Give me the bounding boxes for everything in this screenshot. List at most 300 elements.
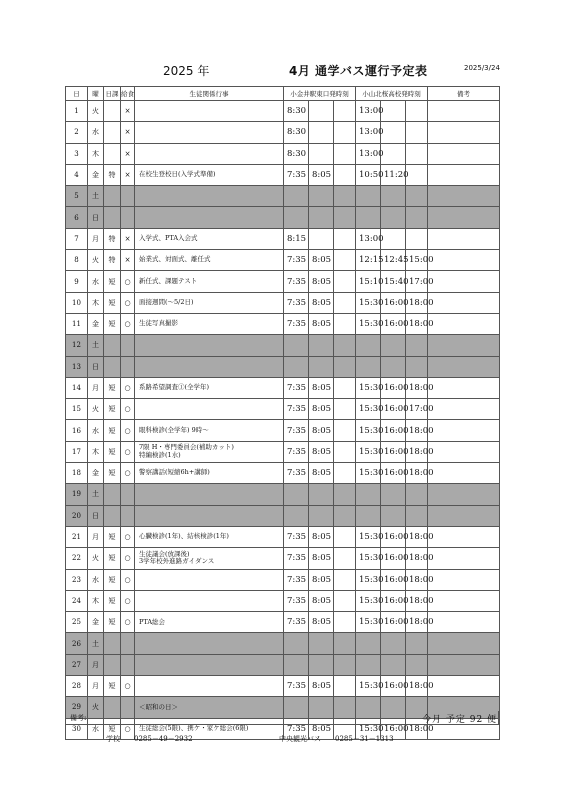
remarks-cell — [428, 313, 500, 334]
table-row — [66, 186, 500, 207]
kogane-time-2 — [309, 101, 334, 122]
kogane-time-2 — [309, 654, 334, 675]
koyama-time-2 — [381, 143, 406, 164]
lunch-cell: ○ — [121, 271, 135, 292]
kogane-time-3 — [334, 313, 356, 334]
koyama-time-2 — [381, 207, 406, 228]
koyama-time-1: 13:00 — [356, 143, 381, 164]
weekday-cell: 水 — [88, 718, 104, 739]
remarks-cell — [428, 122, 500, 143]
table-row — [66, 420, 500, 441]
koyama-time-3: 18:00 — [406, 441, 428, 462]
table-row — [66, 122, 500, 143]
schedule-cell — [104, 484, 121, 505]
koyama-time-1: 13:00 — [356, 122, 381, 143]
weekday-cell: 金 — [88, 463, 104, 484]
schedule-cell: 特 — [104, 250, 121, 271]
day-cell: 12 — [66, 335, 88, 356]
event-cell — [135, 590, 284, 611]
schedule-cell — [104, 143, 121, 164]
kogane-time-2: 8:05 — [309, 420, 334, 441]
weekday-cell: 水 — [88, 420, 104, 441]
weekday-cell: 月 — [88, 377, 104, 398]
table-row — [66, 228, 500, 249]
koyama-time-2 — [381, 186, 406, 207]
lunch-cell: × — [121, 143, 135, 164]
weekday-cell: 日 — [88, 505, 104, 526]
lunch-cell — [121, 654, 135, 675]
kogane-time-1: 7:35 — [284, 718, 309, 739]
remarks-cell — [428, 569, 500, 590]
remarks-cell — [428, 612, 500, 633]
event-cell — [135, 356, 284, 377]
table-row — [66, 676, 500, 697]
lunch-cell: × — [121, 250, 135, 271]
koyama-time-2 — [381, 101, 406, 122]
weekday-cell: 土 — [88, 186, 104, 207]
koyama-time-2: 16:00 — [381, 399, 406, 420]
kogane-time-3 — [334, 122, 356, 143]
kogane-time-2: 8:05 — [309, 313, 334, 334]
koyama-time-2 — [381, 122, 406, 143]
koyama-time-3: 17:00 — [406, 271, 428, 292]
kogane-time-2: 8:05 — [309, 463, 334, 484]
schedule-cell: 特 — [104, 164, 121, 185]
kogane-time-1: 7:35 — [284, 164, 309, 185]
schedule-cell: 短 — [104, 612, 121, 633]
day-cell: 2 — [66, 122, 88, 143]
koyama-time-2: 15:40 — [381, 271, 406, 292]
lunch-cell: ○ — [121, 377, 135, 398]
koyama-time-3: 18:00 — [406, 526, 428, 547]
table-row — [66, 441, 500, 462]
koyama-time-1: 15:30 — [356, 399, 381, 420]
weekday-cell: 日 — [88, 356, 104, 377]
schedule-cell: 短 — [104, 313, 121, 334]
koyama-time-1: 15:30 — [356, 313, 381, 334]
remarks-cell — [428, 441, 500, 462]
lunch-cell: × — [121, 122, 135, 143]
day-cell: 25 — [66, 612, 88, 633]
table-row — [66, 335, 500, 356]
day-cell: 8 — [66, 250, 88, 271]
weekday-cell: 木 — [88, 143, 104, 164]
event-cell — [135, 122, 284, 143]
event-cell: PTA総会 — [135, 612, 284, 633]
koyama-time-3: 18:00 — [406, 569, 428, 590]
table-row — [66, 377, 500, 398]
koyama-time-3 — [406, 186, 428, 207]
lunch-cell: ○ — [121, 718, 135, 739]
event-cell — [135, 335, 284, 356]
lunch-cell: ○ — [121, 420, 135, 441]
schedule-cell: 短 — [104, 271, 121, 292]
koyama-time-2: 16:00 — [381, 612, 406, 633]
notes-row — [65, 711, 499, 725]
col-lunch: 給食 — [121, 87, 135, 101]
remarks-cell — [428, 676, 500, 697]
day-cell: 10 — [66, 292, 88, 313]
kogane-time-1 — [284, 356, 309, 377]
col-remarks: 備考 — [428, 87, 500, 101]
kogane-time-2 — [309, 356, 334, 377]
table-row — [66, 526, 500, 547]
kogane-time-3 — [334, 612, 356, 633]
day-cell: 3 — [66, 143, 88, 164]
col-event: 生徒関係行事 — [135, 87, 284, 101]
remarks-cell — [428, 590, 500, 611]
weekday-cell: 木 — [88, 441, 104, 462]
day-cell: 21 — [66, 526, 88, 547]
table-row — [66, 271, 500, 292]
koyama-time-3 — [406, 164, 428, 185]
document-date: 2025/3/24 — [464, 64, 500, 72]
table-row — [66, 292, 500, 313]
schedule-cell — [104, 633, 121, 654]
weekday-cell: 木 — [88, 590, 104, 611]
kogane-time-2 — [309, 335, 334, 356]
koyama-time-1 — [356, 335, 381, 356]
day-cell: 18 — [66, 463, 88, 484]
lunch-cell: × — [121, 101, 135, 122]
day-cell: 14 — [66, 377, 88, 398]
kogane-time-1: 7:35 — [284, 526, 309, 547]
koyama-time-2: 12:45 — [381, 250, 406, 271]
kogane-time-1: 7:35 — [284, 399, 309, 420]
koyama-time-3 — [406, 633, 428, 654]
year-label: 2025 年 — [163, 64, 210, 78]
kogane-time-3 — [334, 164, 356, 185]
lunch-cell: ○ — [121, 313, 135, 334]
schedule-cell — [104, 356, 121, 377]
koyama-time-2: 16:00 — [381, 377, 406, 398]
koyama-time-2 — [381, 505, 406, 526]
event-cell: 生徒総会(5限)、携ケ・家ケ総会(6限) — [135, 718, 284, 739]
lunch-cell: × — [121, 228, 135, 249]
weekday-cell: 火 — [88, 548, 104, 569]
kogane-time-1: 7:35 — [284, 292, 309, 313]
kogane-time-2: 8:05 — [309, 377, 334, 398]
weekday-cell: 金 — [88, 313, 104, 334]
day-cell: 24 — [66, 590, 88, 611]
remarks-cell — [428, 526, 500, 547]
koyama-time-3 — [406, 484, 428, 505]
koyama-time-1: 15:30 — [356, 612, 381, 633]
koyama-time-1: 15:30 — [356, 718, 381, 739]
koyama-time-3: 18:00 — [406, 548, 428, 569]
weekday-cell: 月 — [88, 526, 104, 547]
kogane-time-1 — [284, 484, 309, 505]
koyama-time-3: 15:00 — [406, 250, 428, 271]
day-cell: 6 — [66, 207, 88, 228]
koyama-time-2 — [381, 356, 406, 377]
koyama-time-2: 16:00 — [381, 292, 406, 313]
kogane-time-3 — [334, 463, 356, 484]
kogane-time-2: 8:05 — [309, 590, 334, 611]
weekday-cell: 火 — [88, 697, 104, 718]
weekday-cell: 水 — [88, 271, 104, 292]
weekday-cell: 金 — [88, 164, 104, 185]
event-cell: 生徒議会(放課後) 3学年校外進路ガイダンス — [135, 548, 284, 569]
kogane-time-2: 8:05 — [309, 676, 334, 697]
lunch-cell — [121, 484, 135, 505]
table-row — [66, 590, 500, 611]
kogane-time-1: 7:35 — [284, 569, 309, 590]
kogane-time-2 — [309, 505, 334, 526]
koyama-time-1 — [356, 633, 381, 654]
remarks-cell — [428, 399, 500, 420]
lunch-cell: ○ — [121, 548, 135, 569]
table-row — [66, 250, 500, 271]
kogane-time-2: 8:05 — [309, 612, 334, 633]
schedule-cell — [104, 207, 121, 228]
remarks-cell — [428, 377, 500, 398]
kogane-time-1: 7:35 — [284, 612, 309, 633]
kogane-time-1: 8:15 — [284, 228, 309, 249]
event-cell: 在校生登校日(入学式準備) — [135, 164, 284, 185]
kogane-time-1 — [284, 654, 309, 675]
notes-label: 備考: — [70, 714, 87, 722]
schedule-cell: 短 — [104, 441, 121, 462]
lunch-cell — [121, 207, 135, 228]
day-cell: 22 — [66, 548, 88, 569]
koyama-time-2: 16:00 — [381, 526, 406, 547]
remarks-cell — [428, 505, 500, 526]
kogane-time-2 — [309, 633, 334, 654]
koyama-time-1: 13:00 — [356, 228, 381, 249]
koyama-time-1 — [356, 186, 381, 207]
table-row — [66, 207, 500, 228]
lunch-cell: ○ — [121, 676, 135, 697]
koyama-time-3 — [406, 654, 428, 675]
remarks-cell — [428, 143, 500, 164]
weekday-cell: 土 — [88, 633, 104, 654]
koyama-time-3: 17:00 — [406, 399, 428, 420]
col-weekday: 曜 — [88, 87, 104, 101]
event-cell — [135, 633, 284, 654]
weekday-cell: 金 — [88, 612, 104, 633]
table-row — [66, 569, 500, 590]
koyama-time-1: 15:30 — [356, 441, 381, 462]
schedule-cell — [104, 122, 121, 143]
kogane-time-1: 7:35 — [284, 441, 309, 462]
weekday-cell: 木 — [88, 292, 104, 313]
lunch-cell — [121, 505, 135, 526]
day-cell: 13 — [66, 356, 88, 377]
koyama-time-1: 10:50 — [356, 164, 381, 185]
day-cell: 27 — [66, 654, 88, 675]
bus-schedule-table — [65, 86, 500, 740]
koyama-time-2 — [381, 633, 406, 654]
koyama-time-3 — [406, 207, 428, 228]
koyama-time-1 — [356, 356, 381, 377]
kogane-time-3 — [334, 399, 356, 420]
lunch-cell: ○ — [121, 526, 135, 547]
koyama-time-1: 15:30 — [356, 463, 381, 484]
event-cell — [135, 207, 284, 228]
koyama-time-3: 18:00 — [406, 377, 428, 398]
kogane-time-3 — [334, 250, 356, 271]
schedule-cell — [104, 101, 121, 122]
koyama-time-2: 16:00 — [381, 548, 406, 569]
table-row — [66, 463, 500, 484]
day-cell: 9 — [66, 271, 88, 292]
koyama-time-2 — [381, 484, 406, 505]
table-row — [66, 612, 500, 633]
lunch-cell: ○ — [121, 463, 135, 484]
remarks-cell — [428, 186, 500, 207]
day-cell: 1 — [66, 101, 88, 122]
table-row — [66, 548, 500, 569]
weekday-cell: 火 — [88, 250, 104, 271]
koyama-time-2: 16:00 — [381, 569, 406, 590]
event-cell — [135, 569, 284, 590]
kogane-time-3 — [334, 654, 356, 675]
lunch-cell — [121, 356, 135, 377]
koyama-time-2 — [381, 228, 406, 249]
koyama-time-1: 15:30 — [356, 420, 381, 441]
day-cell: 15 — [66, 399, 88, 420]
lunch-cell — [121, 186, 135, 207]
remarks-cell — [428, 292, 500, 313]
kogane-time-1: 7:35 — [284, 590, 309, 611]
event-cell — [135, 484, 284, 505]
koyama-time-3 — [406, 356, 428, 377]
kogane-time-3 — [334, 292, 356, 313]
table-row — [66, 484, 500, 505]
koyama-time-1: 15:30 — [356, 292, 381, 313]
kogane-time-3 — [334, 101, 356, 122]
remarks-cell — [428, 335, 500, 356]
planned-trips: 今月 予定 92 便 — [422, 715, 498, 725]
kogane-time-2: 8:05 — [309, 441, 334, 462]
col-kogane-departure: 小金井駅東口発時刻 — [284, 87, 356, 101]
lunch-cell: ○ — [121, 399, 135, 420]
remarks-cell — [428, 356, 500, 377]
event-cell — [135, 143, 284, 164]
event-cell: 入学式、PTA入会式 — [135, 228, 284, 249]
schedule-cell: 短 — [104, 377, 121, 398]
schedule-cell: 短 — [104, 590, 121, 611]
koyama-time-2: 16:00 — [381, 441, 406, 462]
kogane-time-1: 7:35 — [284, 463, 309, 484]
day-cell: 29 — [66, 697, 88, 718]
kogane-time-2: 8:05 — [309, 292, 334, 313]
table-row — [66, 633, 500, 654]
col-schedule: 日課 — [104, 87, 121, 101]
kogane-time-1 — [284, 505, 309, 526]
koyama-time-1: 15:30 — [356, 548, 381, 569]
day-cell: 7 — [66, 228, 88, 249]
kogane-time-1 — [284, 186, 309, 207]
kogane-time-3 — [334, 548, 356, 569]
kogane-time-2 — [309, 143, 334, 164]
kogane-time-3 — [334, 526, 356, 547]
kogane-time-3 — [334, 228, 356, 249]
lunch-cell: ○ — [121, 569, 135, 590]
table-row — [66, 313, 500, 334]
kogane-time-1: 7:35 — [284, 313, 309, 334]
kogane-time-1: 7:35 — [284, 250, 309, 271]
event-cell — [135, 101, 284, 122]
lunch-cell — [121, 633, 135, 654]
event-cell: 系路希望調査①(全学年) — [135, 377, 284, 398]
koyama-time-3 — [406, 335, 428, 356]
kogane-time-2: 8:05 — [309, 718, 334, 739]
remarks-cell — [428, 633, 500, 654]
day-cell: 11 — [66, 313, 88, 334]
koyama-time-3: 18:00 — [406, 313, 428, 334]
schedule-cell: 特 — [104, 228, 121, 249]
day-cell: 17 — [66, 441, 88, 462]
remarks-cell — [428, 654, 500, 675]
koyama-time-3 — [406, 228, 428, 249]
schedule-cell: 短 — [104, 548, 121, 569]
day-cell: 26 — [66, 633, 88, 654]
koyama-time-1: 15:30 — [356, 377, 381, 398]
kogane-time-3 — [334, 420, 356, 441]
schedule-cell: 短 — [104, 399, 121, 420]
weekday-cell: 火 — [88, 101, 104, 122]
remarks-cell — [428, 484, 500, 505]
kogane-time-3 — [334, 505, 356, 526]
kogane-time-2: 8:05 — [309, 399, 334, 420]
weekday-cell: 日 — [88, 207, 104, 228]
kogane-time-1 — [284, 207, 309, 228]
day-cell: 20 — [66, 505, 88, 526]
kogane-time-1: 7:35 — [284, 377, 309, 398]
event-cell — [135, 505, 284, 526]
event-cell — [135, 399, 284, 420]
table-row — [66, 356, 500, 377]
koyama-time-1 — [356, 654, 381, 675]
day-cell: 19 — [66, 484, 88, 505]
day-cell: 23 — [66, 569, 88, 590]
koyama-time-1: 15:30 — [356, 590, 381, 611]
kogane-time-3 — [334, 676, 356, 697]
koyama-time-2: 16:00 — [381, 463, 406, 484]
event-cell: 面接週間(～5/2日) — [135, 292, 284, 313]
kogane-time-2 — [309, 186, 334, 207]
schedule-cell — [104, 654, 121, 675]
remarks-cell — [428, 207, 500, 228]
event-cell: 生徒写真撮影 — [135, 313, 284, 334]
kogane-time-2: 8:05 — [309, 569, 334, 590]
remarks-cell — [428, 463, 500, 484]
schedule-cell: 短 — [104, 463, 121, 484]
weekday-cell: 月 — [88, 654, 104, 675]
weekday-cell: 土 — [88, 335, 104, 356]
kogane-time-2 — [309, 228, 334, 249]
kogane-time-2 — [309, 484, 334, 505]
col-koyama-departure: 小山北桜高校発時刻 — [356, 87, 428, 101]
kogane-time-3 — [334, 207, 356, 228]
kogane-time-1 — [284, 633, 309, 654]
kogane-time-2 — [309, 122, 334, 143]
kogane-time-2: 8:05 — [309, 526, 334, 547]
koyama-time-3: 18:00 — [406, 590, 428, 611]
kogane-time-3 — [334, 356, 356, 377]
day-cell: 16 — [66, 420, 88, 441]
koyama-time-1: 15:30 — [356, 526, 381, 547]
kogane-time-1: 8:30 — [284, 122, 309, 143]
event-cell: 始業式、対面式、離任式 — [135, 250, 284, 271]
table-row — [66, 101, 500, 122]
kogane-time-1: 7:35 — [284, 271, 309, 292]
koyama-time-1: 15:30 — [356, 676, 381, 697]
koyama-time-2: 16:00 — [381, 718, 406, 739]
col-day: 日 — [66, 87, 88, 101]
